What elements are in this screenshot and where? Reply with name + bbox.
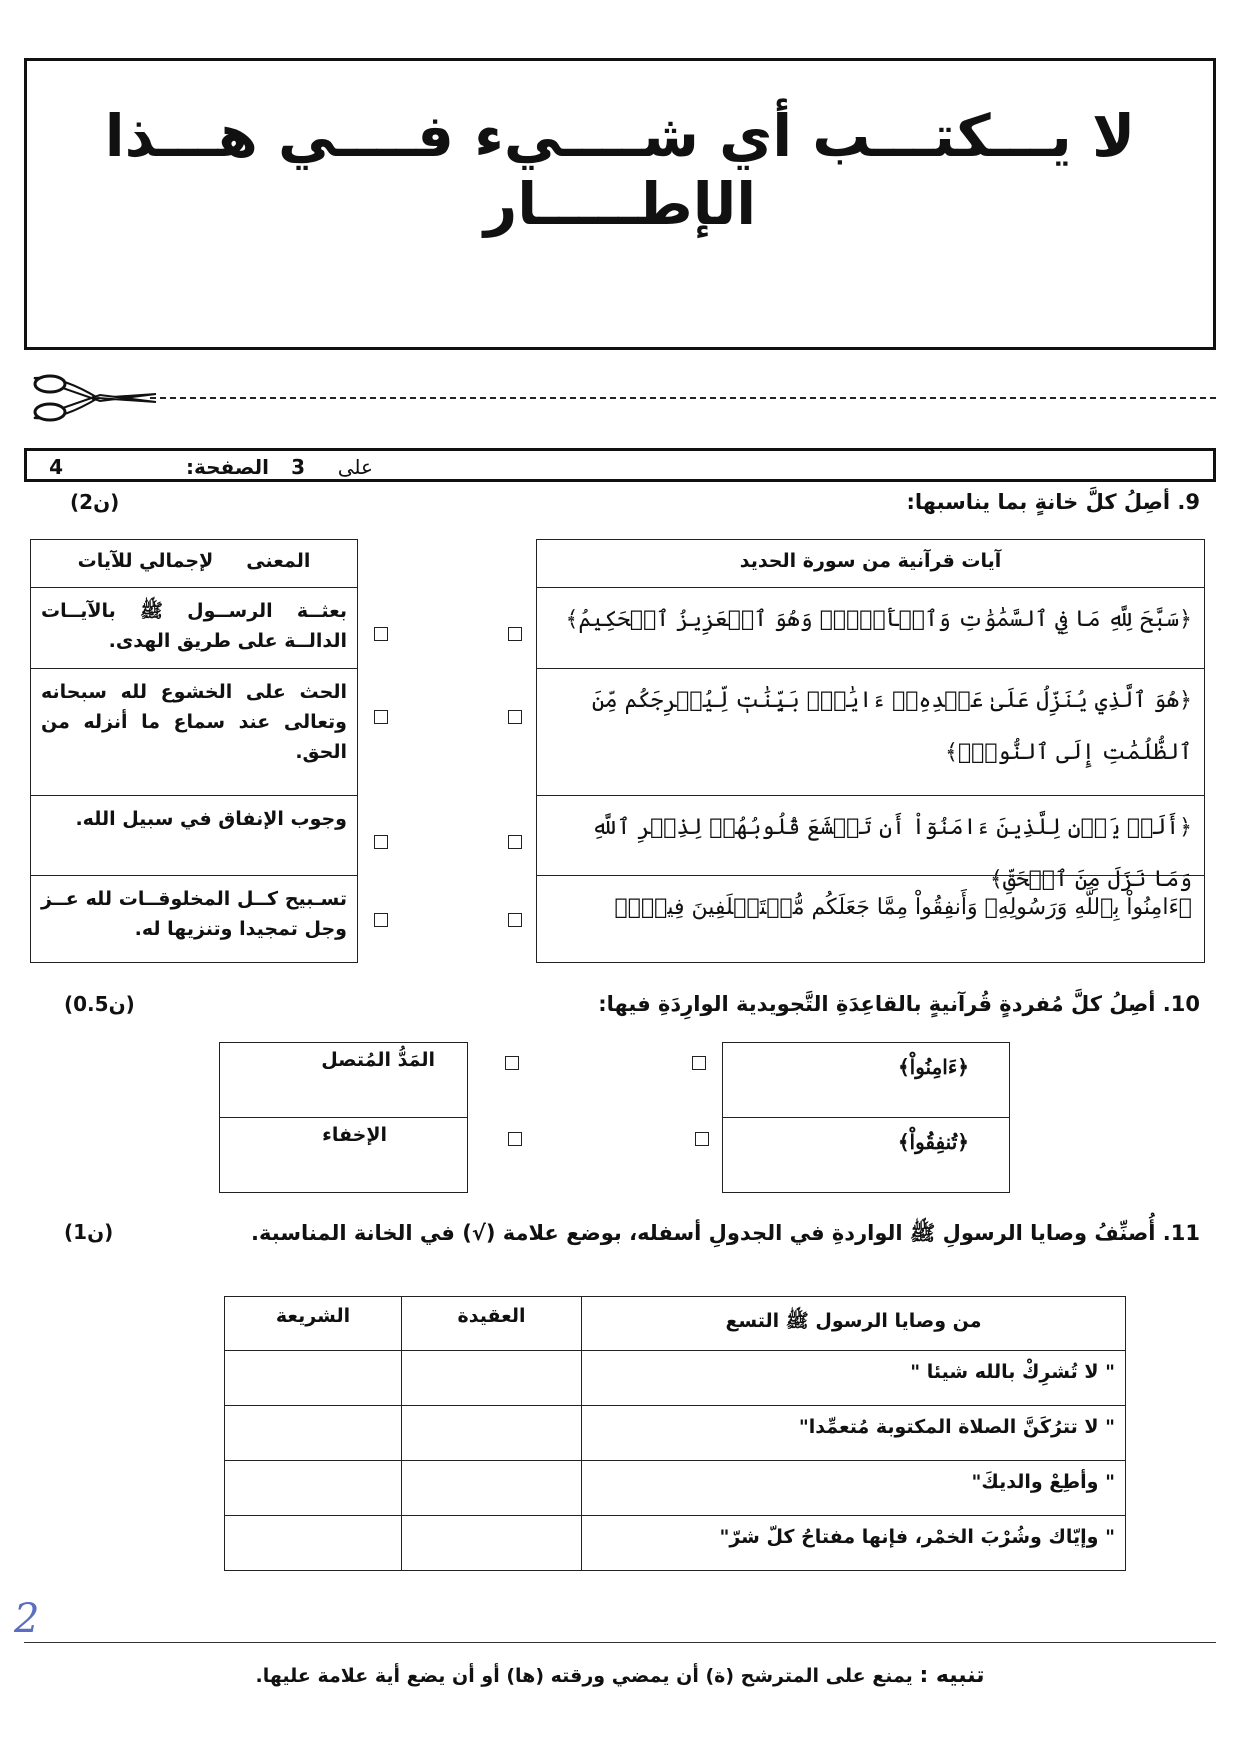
aqida-answer-cell[interactable] — [401, 1405, 582, 1461]
verse-text: ﴿سَبَّحَ لِلَّهِ مَا فِي ٱلسَّمَٰوَٰتِ وَٱلۡأَرۡضِۖ وَهُوَ ٱلۡعَزِيزُ ٱلۡحَكِيمُ﴾ — [565, 607, 1192, 632]
quran-word-cell — [722, 1117, 1010, 1193]
q10-title: 10. أصِلُ كلَّ مُفردةٍ قُرآنيةٍ بالقاعِدَةِ التَّجويدية الوارِدَةِ فيها: — [598, 992, 1200, 1016]
q11-score: (1ن) — [64, 1220, 114, 1244]
verse-cell — [536, 795, 1205, 892]
handwritten-mark: 2 — [14, 1596, 40, 1642]
wasiya-text: " لا تُشرِكْ بالله شيئا " — [910, 1361, 1115, 1383]
scissors-icon — [28, 372, 158, 424]
page-number-box — [24, 448, 1216, 482]
wasiya-text: " وأطِعْ والديكَ" — [971, 1471, 1115, 1493]
wasiya-text: " لا تترُكَنَّ الصلاة المكتوبة مُتعمِّدا" — [798, 1416, 1115, 1438]
aqida-header-cell — [401, 1296, 582, 1351]
wasiya-text: " وإيّاك وشُرْبَ الخمْر، فإنها مفتاحُ كلّ شرّ" — [719, 1526, 1115, 1548]
sharia-header: الشريعة — [275, 1305, 351, 1327]
aqida-answer-cell[interactable] — [401, 1515, 582, 1571]
verse-cell — [536, 587, 1205, 669]
quran-word: ﴿ءَامِنُواْ﴾ — [897, 1055, 969, 1079]
quran-word: ﴿تُنفِقُواْ﴾ — [897, 1130, 969, 1154]
verse-text: ﴿أَلَمۡ يَأۡنِ لِلَّذِينَ ءَامَنُوٓاْ أَن تَخۡشَعَ قُلُوبُهُمۡ لِذِكۡرِ ٱللَّهِ وَمَا نَزَلَ مِنَ ٱلۡحَقِّ﴾ — [591, 815, 1192, 892]
wasiya-cell — [581, 1405, 1126, 1461]
q9-score: (2ن) — [70, 490, 120, 514]
footer-text: يمنع على المترشح (ة) أن يمضي ورقته (ها) أو أن يضع أية علامة عليها. — [255, 1665, 913, 1687]
page-total: 4 — [49, 455, 63, 479]
wasaya-header: من وصايا الرسول ﷺ التسع — [725, 1310, 982, 1332]
match-checkbox[interactable] — [508, 913, 522, 927]
footer-label: تنبيه : — [919, 1663, 985, 1688]
match-checkbox[interactable] — [505, 1056, 519, 1070]
verses-header-cell — [536, 539, 1205, 588]
footer-divider — [24, 1642, 1216, 1643]
verse-text: ﴿ءَامِنُواْ بِٱللَّهِ وَرَسُولِهِۦ وَأَنفِقُواْ مِمَّا جَعَلَكُم مُّسۡتَخۡلَفِينَ فِيهِۖ﴾ — [614, 895, 1192, 920]
wasaya-header-cell — [581, 1296, 1126, 1351]
match-checkbox[interactable] — [374, 710, 388, 724]
sharia-header-cell — [224, 1296, 402, 1351]
verse-cell — [536, 668, 1205, 796]
match-checkbox[interactable] — [374, 835, 388, 849]
aqida-header: العقيدة — [457, 1305, 526, 1327]
meaning-cell — [30, 587, 358, 669]
q10-score: (0.5ن) — [64, 992, 135, 1016]
meaning-text: تسـبيح كــل المخلوقــات لله عــز وجل تمجيدا وتنزيها له. — [41, 888, 347, 940]
frame-warning-text: لا يـــكتـــب أي شــــيء فــــي هـــذا الإطـــــار — [104, 102, 1136, 238]
aqida-answer-cell[interactable] — [401, 1350, 582, 1406]
quran-word-cell — [722, 1042, 1010, 1118]
match-checkbox[interactable] — [508, 1132, 522, 1146]
aqida-answer-cell[interactable] — [401, 1460, 582, 1516]
meaning-cell — [30, 668, 358, 796]
meanings-header-cell — [30, 539, 358, 588]
match-checkbox[interactable] — [374, 627, 388, 641]
meaning-text: وجوب الإنفاق في سبيل الله. — [75, 808, 347, 830]
verse-cell — [536, 875, 1205, 963]
verses-header: آيات قرآنية من سورة الحديد — [739, 550, 1002, 572]
match-checkbox[interactable] — [508, 627, 522, 641]
match-checkbox[interactable] — [508, 710, 522, 724]
page-current: 3 — [291, 455, 305, 479]
sharia-answer-cell[interactable] — [224, 1350, 402, 1406]
wasiya-cell — [581, 1350, 1126, 1406]
q11-title: 11. أُصنِّفُ وصايا الرسولِ ﷺ الواردةِ في الجدولِ أسفله، بوضع علامة (√) في الخانة المناسبة. — [251, 1221, 1200, 1245]
wasiya-cell — [581, 1460, 1126, 1516]
footer-note — [0, 1663, 1240, 1688]
tajweed-rule: المَدُّ المُتصل — [321, 1049, 435, 1071]
tajweed-rule-cell — [219, 1117, 468, 1193]
match-checkbox[interactable] — [374, 913, 388, 927]
q9-title: 9. أصِلُ كلَّ خانةٍ بما يناسبها: — [906, 490, 1200, 514]
sharia-answer-cell[interactable] — [224, 1405, 402, 1461]
tajweed-rule: الإخفاء — [322, 1124, 387, 1146]
tajweed-rule-cell — [219, 1042, 468, 1118]
meanings-header: المعنى لإجمالي للآيات — [77, 550, 311, 572]
page-label: الصفحة: — [185, 455, 269, 479]
meaning-text: الحث على الخشوع لله سبحانه وتعالى عند سماع ما أنزله من الحق. — [41, 681, 347, 763]
sharia-answer-cell[interactable] — [224, 1460, 402, 1516]
match-checkbox[interactable] — [508, 835, 522, 849]
verse-text: ﴿هُوَ ٱلَّذِي يُنَزِّلُ عَلَىٰ عَبۡدِهِۦٓ ءَايَٰتِۭ بَيِّنَٰتٖ لِّيُخۡرِجَكُم مِّنَ ٱلظُّلُمَٰتِ إِلَى ٱلنُّورِۚ﴾ — [591, 688, 1192, 765]
match-checkbox[interactable] — [695, 1132, 709, 1146]
page-of: على — [337, 455, 373, 479]
meaning-cell — [30, 795, 358, 876]
meaning-cell — [30, 875, 358, 963]
cut-dashed-line — [150, 397, 1216, 399]
match-checkbox[interactable] — [692, 1056, 706, 1070]
wasiya-cell — [581, 1515, 1126, 1571]
sharia-answer-cell[interactable] — [224, 1515, 402, 1571]
meaning-text: بعثــة الرســول ﷺ بالآيــات الدالــة على طريق الهدى. — [41, 600, 347, 652]
